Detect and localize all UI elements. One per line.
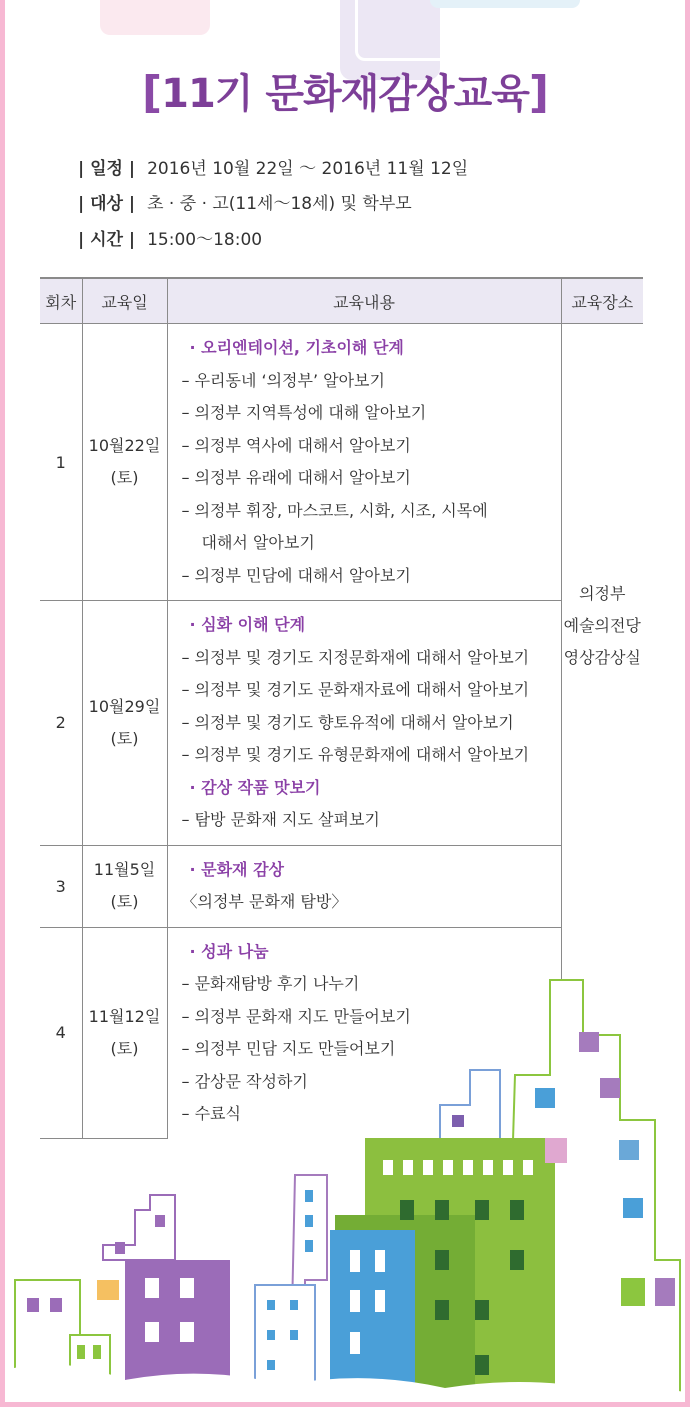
session-number: 2 [40, 601, 82, 846]
table-header-row [40, 278, 643, 324]
header-date: 교육일 [82, 278, 167, 324]
content-line: – 의정부 및 경기도 향토유적에 대해서 알아보기 [181, 712, 514, 732]
content-line: – 의정부 지역특성에 대해 알아보기 [181, 403, 427, 422]
content-line: – 의정부 및 경기도 문화재자료에 대해서 알아보기 [181, 680, 530, 699]
session-place [561, 324, 643, 928]
session-number: 3 [40, 845, 82, 927]
content-heading: · 성과 나눔 [189, 941, 269, 961]
content-line: – 우리동네 ‘의정부’ 알아보기 [181, 370, 385, 390]
building-blue [330, 1230, 415, 1402]
info-time: | 시간 | 15:00～18:00 [78, 230, 263, 250]
content-line: – 의정부 민담 지도 만들어보기 [181, 1039, 396, 1058]
content-line: – 탐방 문화재 지도 살펴보기 [181, 810, 380, 829]
place-line: 의정부 [579, 583, 626, 603]
content-line: 대해서 알아보기 [201, 533, 315, 552]
content-line: – 의정부 역사에 대해서 알아보기 [181, 435, 411, 455]
decor-square-outline [355, 0, 451, 61]
session-content [167, 324, 561, 601]
place-line: 영상감상실 [563, 647, 641, 667]
header-session: 회차 [40, 278, 82, 324]
date-text: 10월29일 [88, 696, 161, 716]
content-line: – 의정부 및 경기도 유형문화재에 대해서 알아보기 [181, 745, 530, 764]
content-line: – 의정부 휘장, 마스코트, 시화, 시조, 시목에 [181, 500, 488, 520]
info-schedule: | 일정 | 2016년 10월 22일 ～ 2016년 11월 12일 [78, 159, 469, 179]
weekday-text: (토) [110, 728, 139, 748]
place-line: 예술의전당 [563, 615, 641, 635]
content-heading: · 문화재 감상 [189, 859, 284, 879]
city-illustration [5, 960, 685, 1402]
content-line: – 의정부 및 경기도 지정문화재에 대해서 알아보기 [181, 647, 530, 667]
page-title: [11기 문화재감상교육] [142, 67, 548, 118]
table-row [40, 324, 643, 601]
header-place: 교육장소 [561, 278, 643, 324]
content-heading: · 감상 작품 맛보기 [189, 777, 321, 797]
session-date [82, 845, 167, 927]
decor-square-pink [100, 0, 210, 35]
weekday-text: (토) [110, 468, 139, 487]
content-line: – 의정부 유래에 대해서 알아보기 [181, 468, 411, 487]
content-line: – 문화재탐방 후기 나누기 [181, 974, 360, 993]
content-line: – 의정부 민담에 대해서 알아보기 [181, 565, 411, 585]
session-date [82, 324, 167, 601]
date-text: 10월22일 [88, 436, 161, 455]
header-content: 교육내용 [167, 278, 561, 324]
session-date [82, 601, 167, 846]
decor-square-blue [430, 0, 580, 8]
session-content [167, 601, 561, 846]
session-number: 1 [40, 324, 82, 601]
content-heading: · 심화 이해 단계 [189, 615, 306, 634]
weekday-text: (토) [110, 892, 139, 911]
table-row [40, 601, 643, 846]
content-line: – 수료식 [181, 1104, 241, 1123]
weekday-text: (토) [110, 1038, 139, 1058]
content-line: – 의정부 문화재 지도 만들어보기 [181, 1006, 411, 1026]
content-line: 〈의정부 문화재 탐방〉 [181, 892, 348, 911]
table-row [40, 845, 643, 927]
date-text: 11월5일 [93, 860, 156, 879]
info-target: | 대상 | 초 · 중 · 고(11세～18세) 및 학부모 [78, 194, 412, 214]
session-number: 4 [40, 927, 82, 1139]
session-content [167, 845, 561, 927]
content-line: – 감상문 작성하기 [181, 1071, 308, 1091]
content-heading: · 오리엔테이션, 기초이해 단계 [189, 338, 404, 357]
date-text: 11월12일 [88, 1006, 161, 1026]
